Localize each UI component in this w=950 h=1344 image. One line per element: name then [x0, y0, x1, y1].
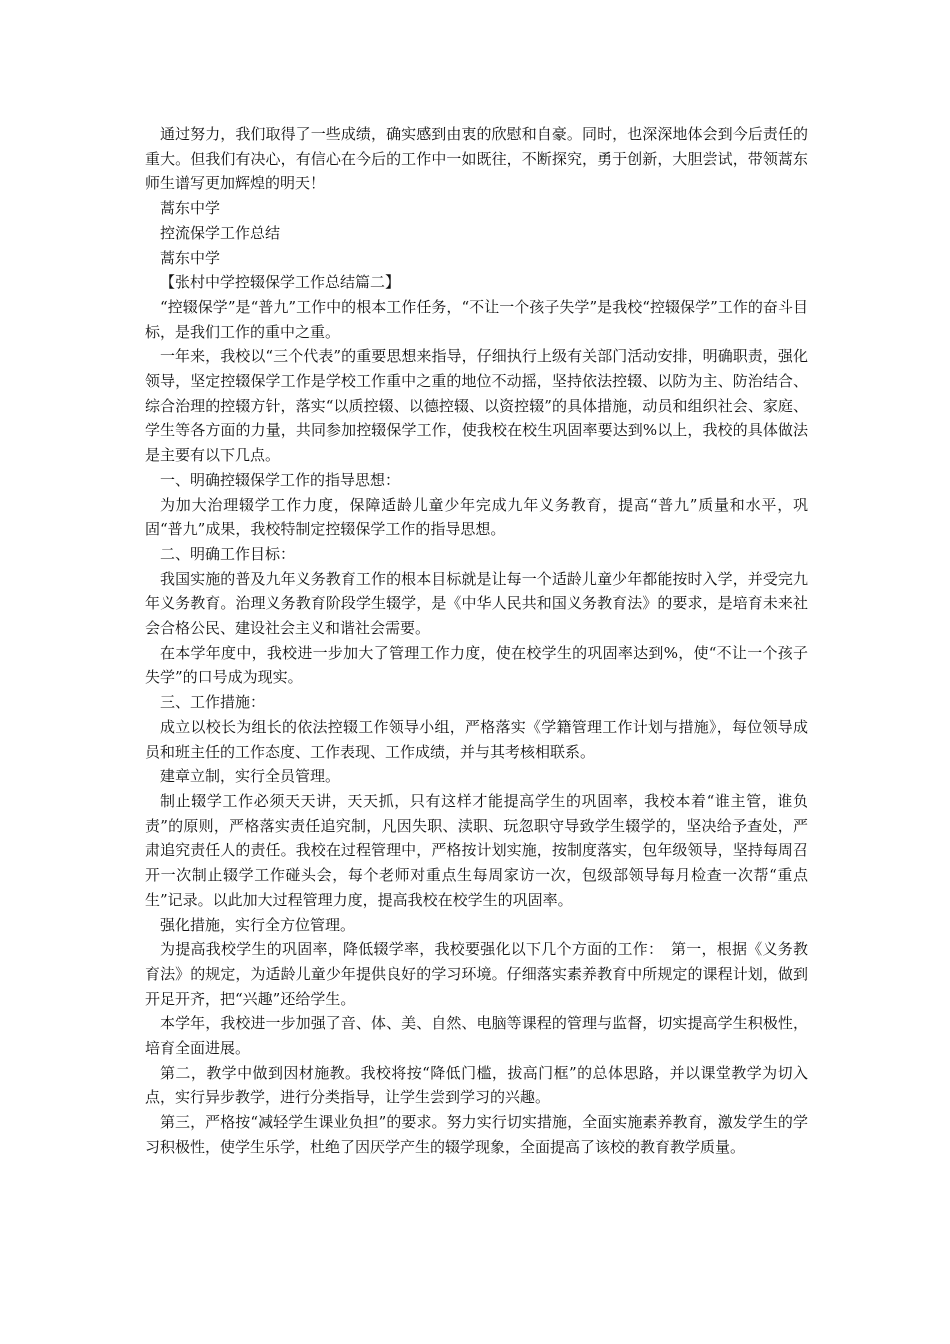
paragraph: 建章立制，实行全员管理。 — [160, 767, 341, 786]
paragraph: 一年来，我校以“三个代表”的重要思想来指导，仔细执行上级有关部门活动安排，明确职责，强化领导，坚定控辍保学工作是学校工作重中之重的地位不动摇，坚持依法控辍、以防为主、防治结合、综合治理的控辍方针，落实“以质控辍、以德控辍、以资控辍”的具体措施，动员和组织社会、家庭、学生等各方面的力量，共同参加控辍保学工作，使我校在校生巩固率要达到%以上，我校的具体做法是主要有以下几点。 — [145, 347, 808, 465]
subheading: 二、明确工作目标： — [160, 544, 296, 563]
document-body — [145, 122, 808, 1160]
paragraph: 强化措施，实行全方位管理。 — [160, 915, 356, 934]
paragraph: 第三，严格按“减轻学生课业负担”的要求。努力实行切实措施，全面实施素养教育，激发学生的学习积极性，使学生乐学，杜绝了因厌学产生的辍学现象，全面提高了该校的教育教学质量。 — [145, 1113, 808, 1156]
paragraph: 我国实施的普及九年义务教育工作的根本目标就是让每一个适龄儿童少年都能按时入学，并受完九年义务教育。治理义务教育阶段学生辍学，是《中华人民共和国义务教育法》的要求，是培育未来社会合格公民、建设社会主义和谐社会需要。 — [145, 569, 808, 638]
school-name: 蒿东中学 — [160, 248, 221, 267]
paragraph: 为提高我校学生的巩固率，降低辍学率，我校要强化以下几个方面的工作： 第一，根据《义务教育法》的规定，为适龄儿童少年提供良好的学习环境。仔细落实素养教育中所规定的课程计划，做到开足开齐，把“兴趣”还给学生。 — [145, 940, 808, 1008]
paragraph: 成立以校长为组长的依法控辍工作领导小组，严格落实《学籍管理工作计划与措施》，每位领导成员和班主任的工作态度、工作表现、工作成绩，并与其考核相联系。 — [145, 717, 808, 761]
paragraph: 在本学年度中，我校进一步加大了管理工作力度，使在校学生的巩固率达到%，使“不让一个孩子失学”的口号成为现实。 — [145, 643, 808, 687]
paragraph: 制止辍学工作必须天天讲，天天抓，只有这样才能提高学生的巩固率，我校本着“谁主管，谁负责”的原则，严格落实责任追究制，凡因失职、渎职、玩忽职守导致学生辍学的，坚决给予查处，严肃追究责任人的责任。我校在过程管理中，严格按计划实施，按制度落实，包年级领导，坚持每周召开一次制止辍学工作碰头会，每个老师对重点生每周家访一次，包级部领导每月检查一次帮“重点生”记录。以此加大过程管理力度，提高我校在校学生的巩固率。 — [145, 791, 808, 909]
school-name: 蒿东中学 — [160, 199, 221, 218]
subheading: 三、工作措施： — [160, 693, 266, 712]
section-heading: 【张村中学控辍保学工作总结篇二】 — [160, 273, 401, 292]
subheading: 一、明确控辍保学工作的指导思想： — [160, 470, 401, 489]
paragraph: 为加大治理辍学工作力度，保障适龄儿童少年完成九年义务教育，提高“普九”质量和水平，巩固“普九”成果，我校特制定控辍保学工作的指导思想。 — [145, 495, 808, 539]
paragraph: 通过努力，我们取得了一些成绩，确实感到由衷的欣慰和自豪。同时，也深深地体会到今后责任的重大。但我们有决心，有信心在今后的工作中一如既往，不断探究，勇于创新，大胆尝试，带领蒿东师生谱写更加辉煌的明天！ — [145, 125, 808, 193]
paragraph: 本学年，我校进一步加强了音、体、美、自然、电脑等课程的管理与监督，切实提高学生积极性，培育全面进展。 — [145, 1014, 808, 1058]
paragraph: “控辍保学”是“普九”工作中的根本工作任务，“不让一个孩子失学”是我校“控辍保学”工作的奋斗目标，是我们工作的重中之重。 — [145, 297, 808, 341]
paragraph: 第二，教学中做到因材施教。我校将按“降低门槛，拔高门框”的总体思路，并以课堂教学为切入点，实行异步教学，进行分类指导，让学生尝到学习的兴趣。 — [145, 1063, 808, 1107]
document-title: 控流保学工作总结 — [160, 223, 281, 242]
